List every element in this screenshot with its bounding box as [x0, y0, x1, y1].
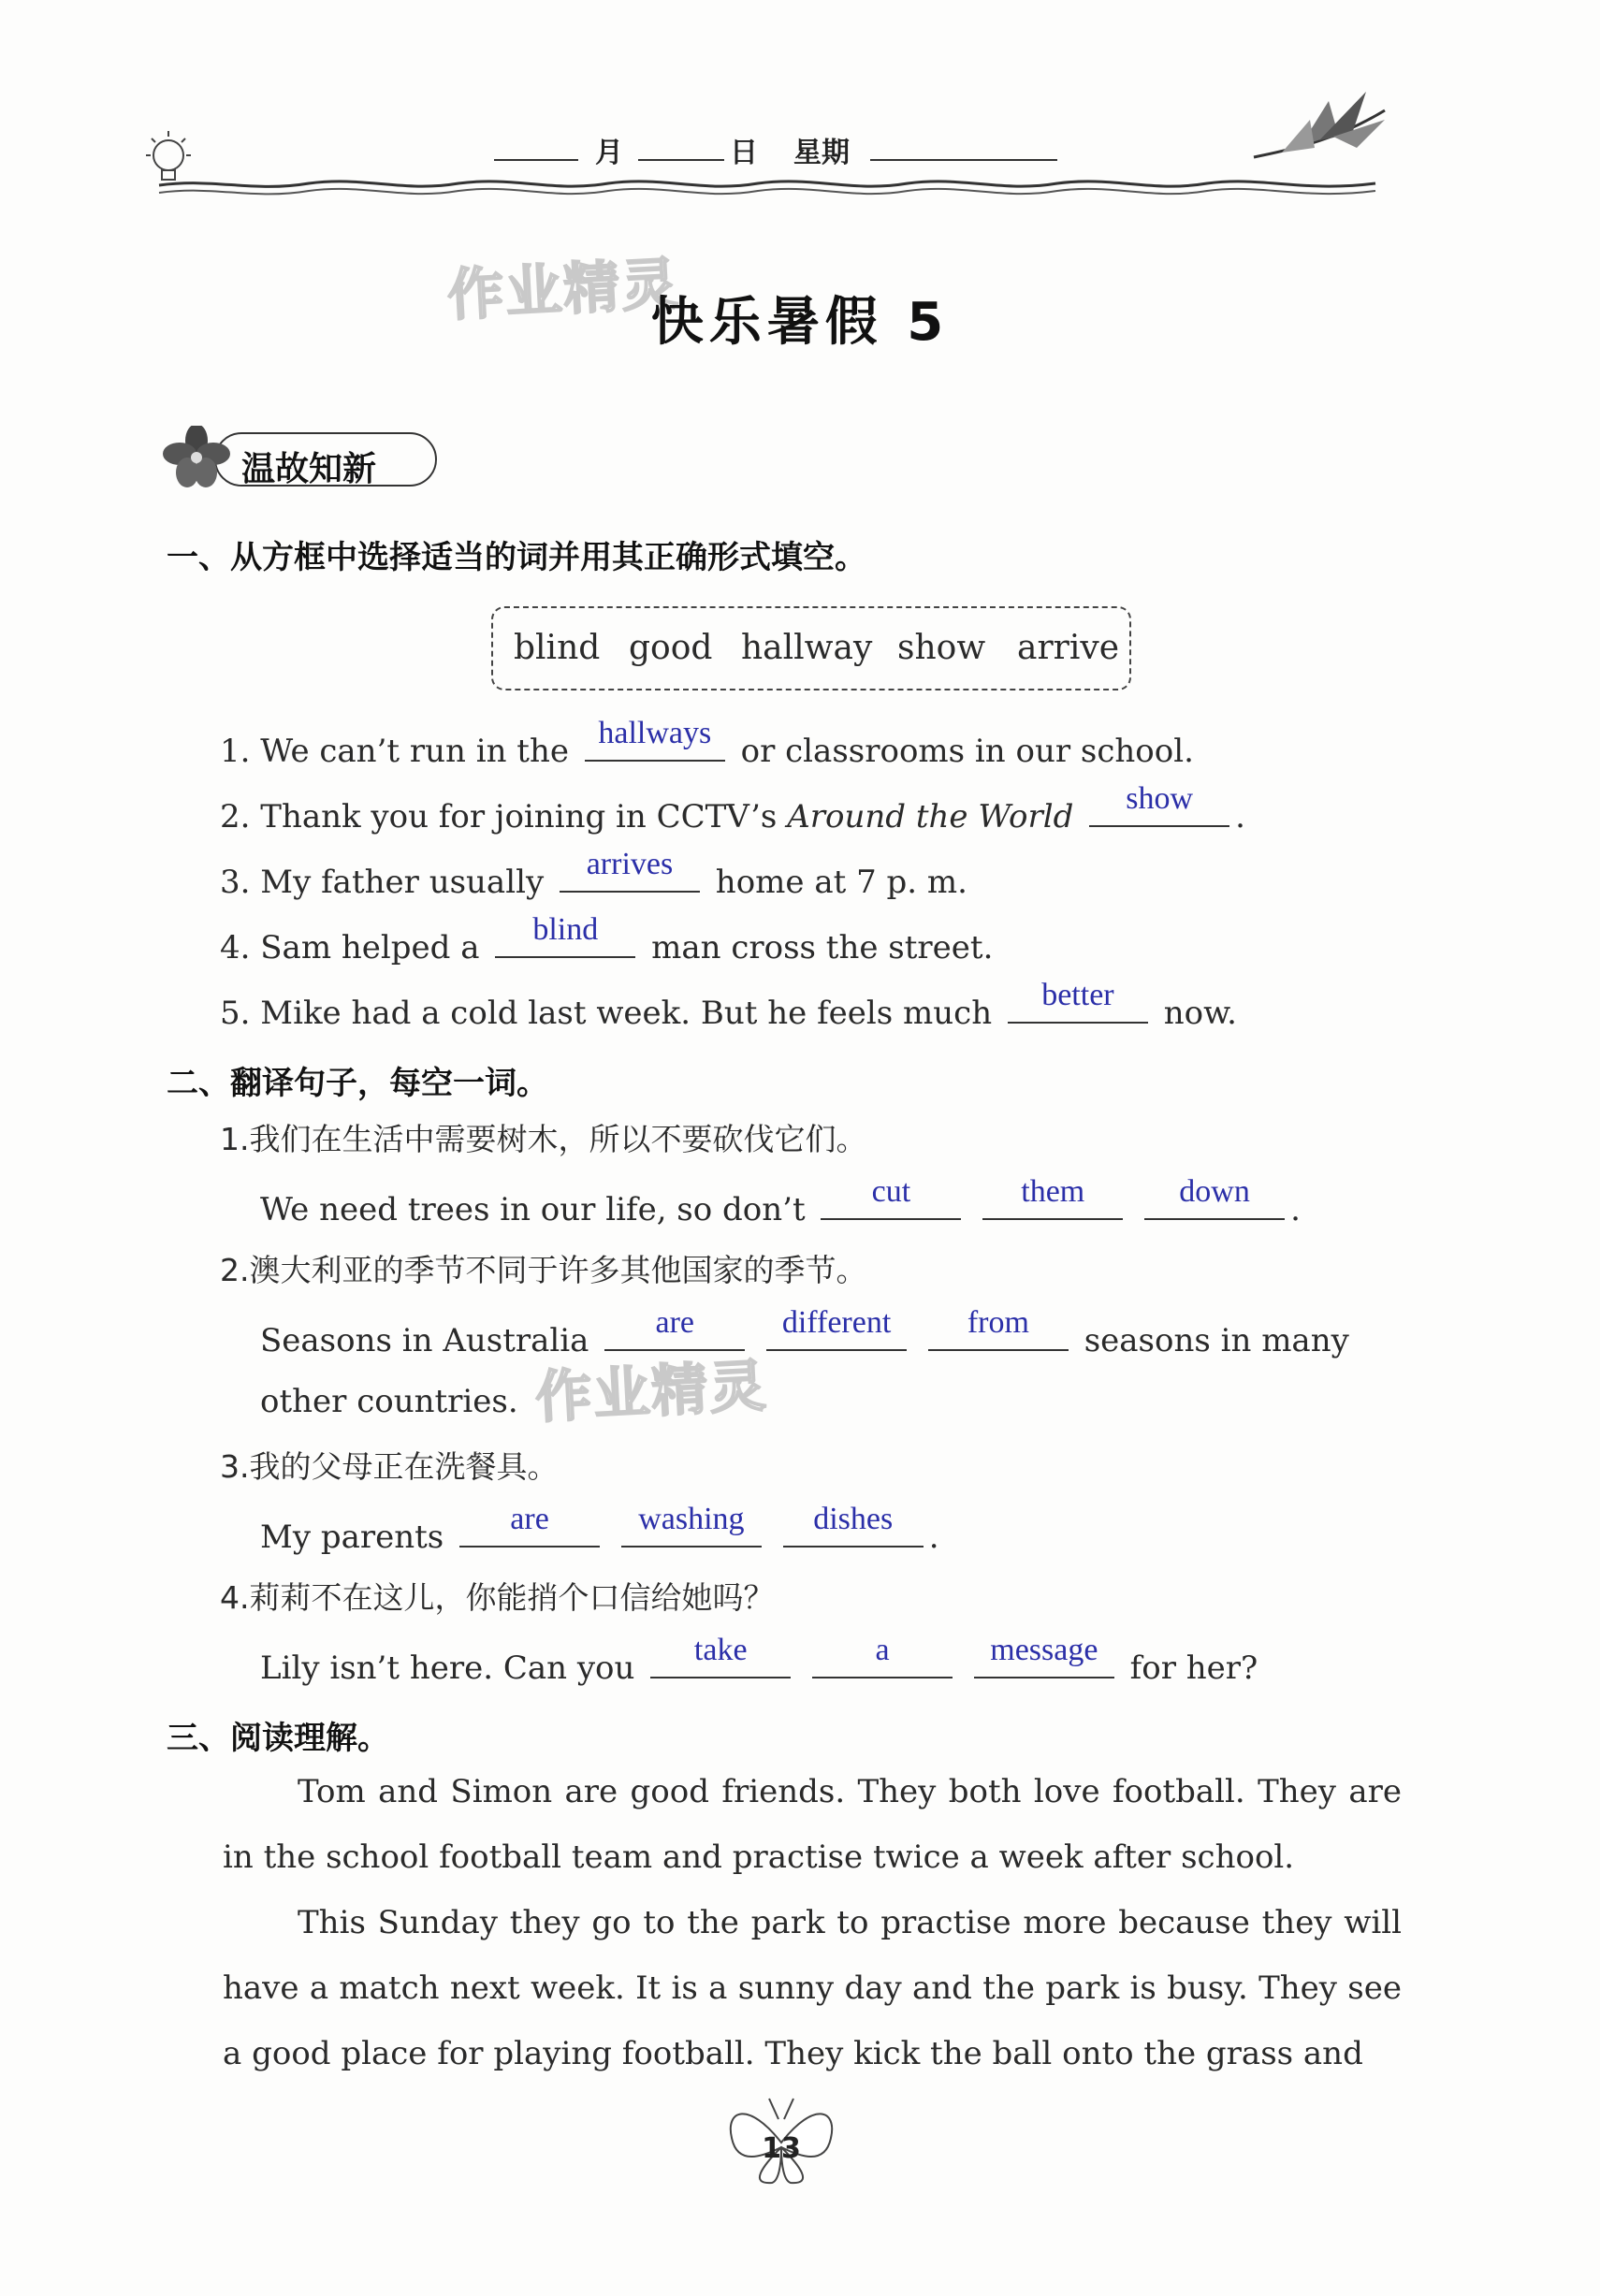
word-option: hallway — [741, 629, 873, 667]
answer-blank[interactable]: different — [766, 1317, 907, 1351]
badge-text: 温故知新 — [241, 450, 377, 488]
answer-blank[interactable]: arrives — [560, 859, 700, 893]
word-box — [491, 606, 1131, 690]
weekday-label: 星期 — [793, 137, 850, 169]
s2-item-1-cn: 1.我们在生活中需要树木，所以不要砍伐它们。 — [220, 1121, 867, 1157]
bird-of-paradise-icon — [1244, 82, 1394, 195]
month-label: 月 — [595, 137, 623, 169]
answer-blank[interactable]: better — [1008, 990, 1148, 1024]
word-option: show — [897, 629, 986, 667]
word-option: blind — [514, 629, 601, 667]
watermark: 作业精灵 — [533, 1353, 769, 1431]
s2-item-2-cont: other countries. — [260, 1383, 518, 1420]
day-label: 日 — [730, 137, 758, 169]
day-line[interactable] — [638, 159, 724, 161]
month-line[interactable] — [494, 159, 578, 161]
s1-item-5: 5. Mike had a cold last week. But he feels much better now. — [220, 978, 1237, 1032]
answer-blank[interactable]: dishes — [783, 1514, 924, 1548]
answer-blank[interactable]: show — [1089, 793, 1229, 827]
s2-item-3-cn: 3.我的父母正在洗餐具。 — [220, 1448, 559, 1485]
section3-heading: 三、阅读理解。 — [167, 1720, 389, 1757]
s1-item-3: 3. My father usually arrives home at 7 p. m. — [220, 847, 967, 901]
word-option: arrive — [1017, 629, 1120, 667]
answer-blank[interactable]: message — [974, 1645, 1114, 1678]
reading-paragraph-2: This Sunday they go to the park to practise more because they will have a match next week. It is a sunny day and the park is busy. They see a good place for playing football. They kick the ball onto the grass and — [223, 1904, 1402, 2072]
answer-blank[interactable]: blind — [495, 924, 635, 958]
s1-item-4: 4. Sam helped a blind man cross the street. — [220, 912, 994, 966]
answer-blank[interactable]: hallways — [585, 728, 725, 762]
s1-item-2: 2. Thank you for joining in CCTV’s Around the World show . — [220, 781, 1245, 836]
answer-blank[interactable]: take — [650, 1645, 791, 1678]
word-option: good — [629, 629, 713, 667]
answer-blank[interactable]: from — [928, 1317, 1069, 1351]
watermark: 作业精灵 — [445, 251, 681, 329]
section-badge — [159, 426, 442, 491]
s2-item-2-en: Seasons in Australia are different from seasons in many — [260, 1305, 1349, 1359]
section2-heading: 二、翻译句子，每空一词。 — [167, 1065, 548, 1102]
section1-heading: 一、从方框中选择适当的词并用其正确形式填空。 — [167, 539, 866, 576]
lightbulb-icon — [140, 129, 196, 195]
s2-item-3-en: My parents are washing dishes . — [260, 1502, 939, 1556]
answer-blank[interactable]: a — [812, 1645, 953, 1678]
answer-blank[interactable]: are — [459, 1514, 600, 1548]
page-number-badge — [720, 2091, 842, 2194]
weekday-line[interactable] — [870, 159, 1057, 161]
header-divider — [140, 122, 1404, 206]
s2-item-2-cn: 2.澳大利亚的季节不同于许多其他国家的季节。 — [220, 1252, 867, 1288]
reading-paragraph-1: Tom and Simon are good friends. They both love football. They are in the school football team and practise twice a week after school. — [223, 1773, 1402, 1876]
answer-blank[interactable]: are — [604, 1317, 745, 1351]
page-title: 快乐暑假 5 — [650, 292, 950, 353]
answer-blank[interactable]: down — [1144, 1186, 1285, 1220]
answer-blank[interactable]: cut — [821, 1186, 961, 1220]
hibiscus-icon — [163, 426, 230, 487]
answer-blank[interactable]: them — [982, 1186, 1123, 1220]
s2-item-4-en: Lily isn’t here. Can you take a message for her? — [260, 1633, 1258, 1687]
s2-item-1-en: We need trees in our life, so don’t cut them down . — [260, 1174, 1301, 1228]
answer-blank[interactable]: washing — [621, 1514, 762, 1548]
s2-item-4-cn: 4.莉莉不在这儿，你能捎个口信给她吗？ — [220, 1579, 775, 1616]
page-number: 13 — [762, 2132, 801, 2165]
s1-item-1: 1. We can’t run in the hallways or classrooms in our school. — [220, 716, 1194, 770]
